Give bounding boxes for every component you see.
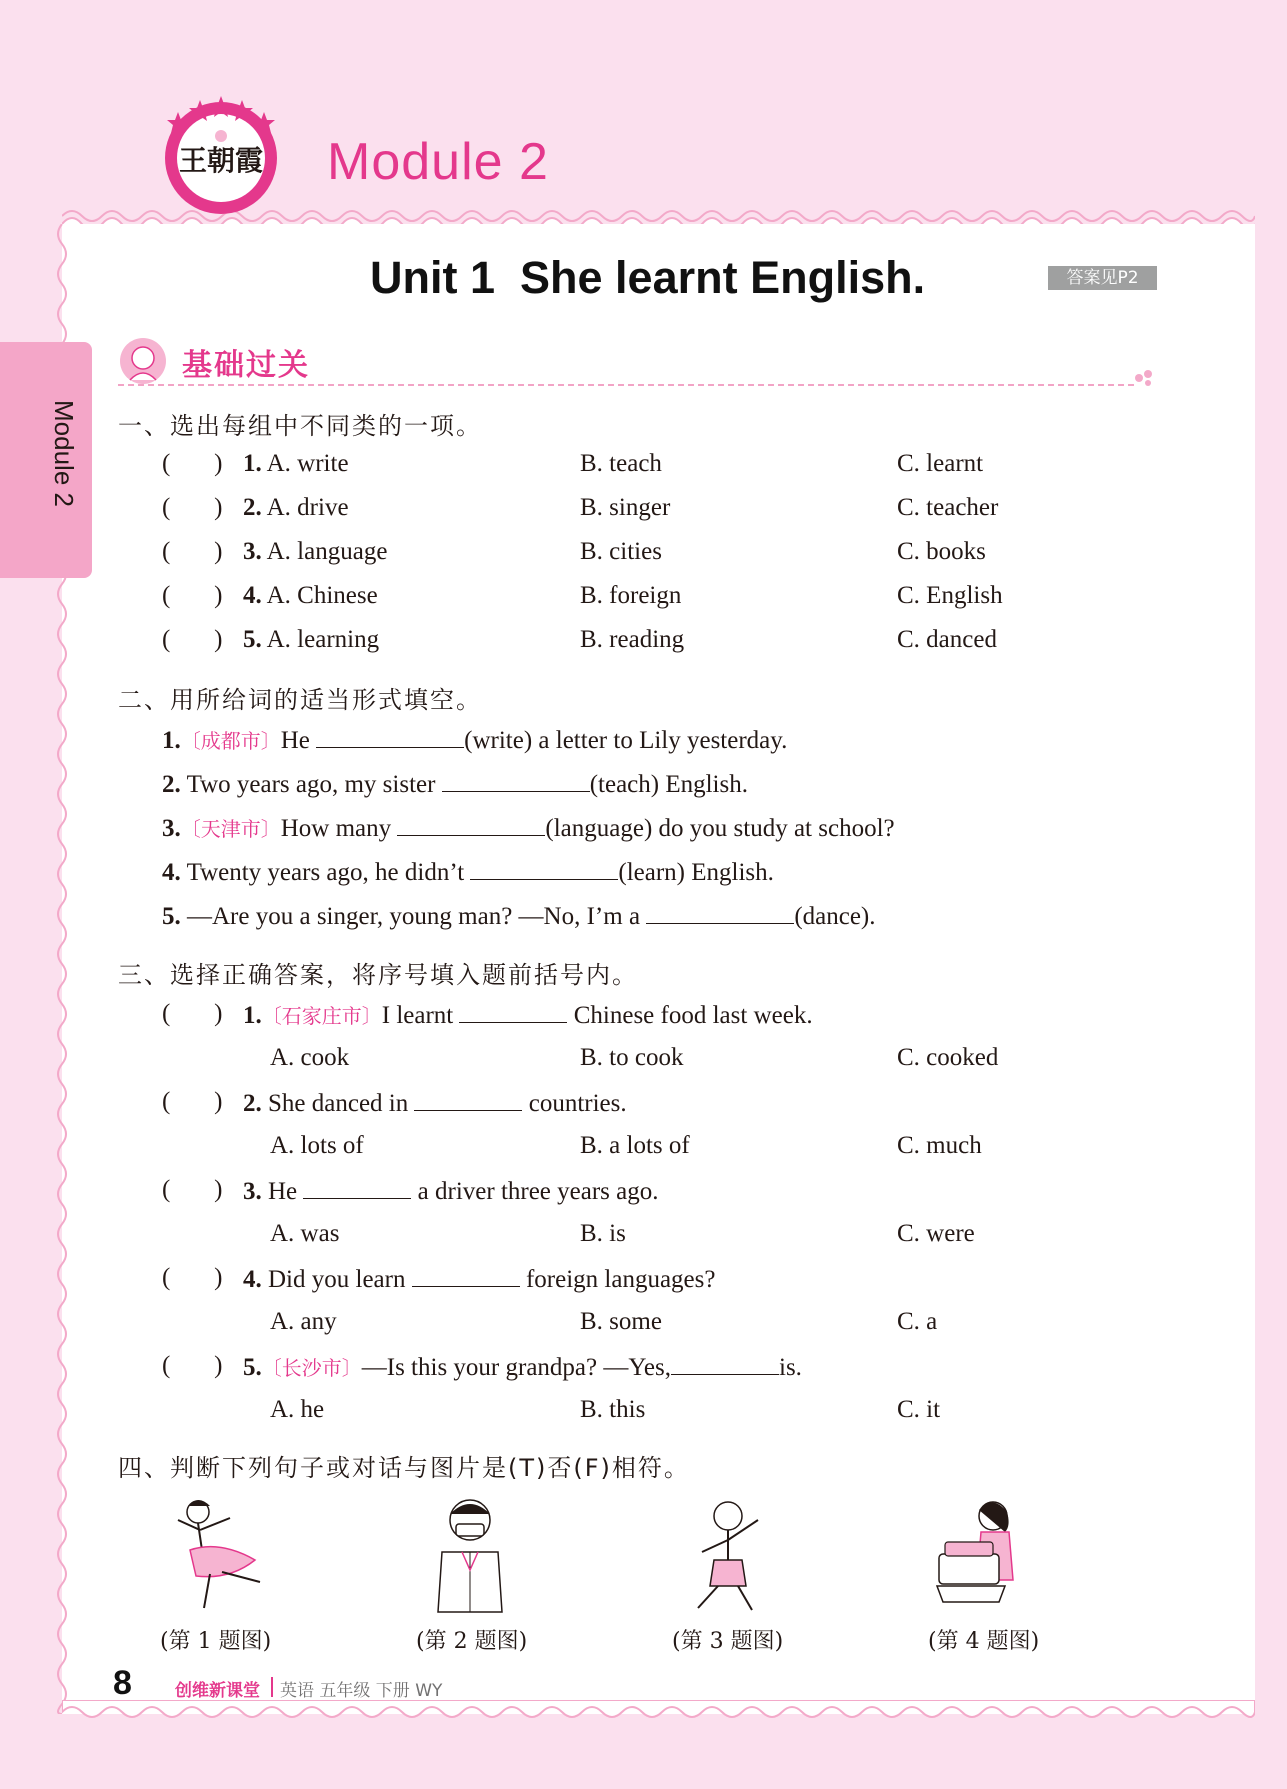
answer-bracket[interactable]: ( ) <box>162 626 223 653</box>
answer-blank[interactable] <box>303 1176 411 1199</box>
side-tab-label: Module 2 <box>49 400 79 507</box>
fill-item: 3.〔天津市〕How many (language) do you study at school? <box>162 815 895 842</box>
choice-question: 1.〔石家庄市〕I learnt Chinese food last week. <box>243 1002 813 1029</box>
option-a: A. cook <box>270 1044 350 1071</box>
part1-heading: 一、选出每组中不同类的一项。 <box>118 412 482 440</box>
answer-blank[interactable] <box>671 1352 779 1375</box>
cooking-illustration <box>925 1490 1045 1620</box>
bottom-wave-border <box>62 1700 1255 1730</box>
option-c: C. a <box>897 1308 938 1335</box>
module-title: Module 2 <box>327 133 549 191</box>
part2-heading: 二、用所给词的适当形式填空。 <box>118 686 482 714</box>
option-a: A. any <box>270 1308 337 1335</box>
svg-text:王朝霞: 王朝霞 <box>178 144 264 177</box>
unit-title: Unit 1 She learnt English. <box>370 252 926 303</box>
option-b: B. to cook <box>580 1044 684 1071</box>
option-c: C. much <box>897 1132 982 1159</box>
list-item: 3. A. language <box>243 538 388 565</box>
option-b: B. a lots of <box>580 1132 690 1159</box>
option-b: B. reading <box>580 626 685 653</box>
answer-bracket[interactable]: ( ) <box>162 450 223 477</box>
answer-bracket[interactable]: ( ) <box>162 582 223 609</box>
answer-bracket[interactable]: ( ) <box>162 1000 223 1027</box>
fill-item: 1.〔成都市〕He (write) a letter to Lily yesterday. <box>162 727 788 754</box>
option-c: C. teacher <box>897 494 999 521</box>
option-b: B. singer <box>580 494 671 521</box>
section-divider <box>118 384 1134 386</box>
list-item: 4. A. Chinese <box>243 582 378 609</box>
option-b: B. some <box>580 1308 662 1335</box>
option-b: B. teach <box>580 450 662 477</box>
fill-item: 4. Twenty years ago, he didn’t (learn) English. <box>162 859 774 886</box>
answer-blank[interactable] <box>412 1264 520 1287</box>
option-b: B. foreign <box>580 582 682 609</box>
option-c: C. were <box>897 1220 975 1247</box>
section-title: 基础过关 <box>182 348 310 383</box>
option-c: C. danced <box>897 626 997 653</box>
option-b: B. is <box>580 1220 626 1247</box>
option-b: B. this <box>580 1396 646 1423</box>
brand-logo <box>158 90 284 216</box>
child-illustration <box>670 1490 790 1620</box>
footer-info: 英语 五年级 下册 WY <box>280 1681 443 1701</box>
part4-heading: 四、判断下列句子或对话与图片是(T)否(F)相符。 <box>118 1454 690 1482</box>
page-number: 8 <box>113 1664 132 1702</box>
option-c: C. learnt <box>897 450 984 477</box>
figure-caption: (第 2 题图) <box>416 1629 528 1654</box>
option-c: C. it <box>897 1396 941 1423</box>
choice-question: 4. Did you learn foreign languages? <box>243 1266 716 1293</box>
answer-blank[interactable] <box>414 1088 522 1111</box>
answer-bracket[interactable]: ( ) <box>162 1352 223 1379</box>
answer-badge: 答案见P2 <box>1048 266 1157 290</box>
dancer-illustration <box>160 1490 280 1620</box>
footer-brand: 创维新课堂 <box>175 1681 260 1701</box>
footer-divider <box>271 1677 273 1697</box>
figure-caption: (第 3 题图) <box>672 1629 784 1654</box>
answer-blank[interactable] <box>459 1000 567 1023</box>
choice-question: 3. He a driver three years ago. <box>243 1178 659 1205</box>
answer-blank[interactable] <box>316 725 464 748</box>
figure-caption: (第 1 题图) <box>160 1629 272 1654</box>
decorative-dots <box>1134 368 1164 393</box>
answer-bracket[interactable]: ( ) <box>162 1176 223 1203</box>
figure-caption: (第 4 题图) <box>928 1629 1040 1654</box>
answer-bracket[interactable]: ( ) <box>162 1088 223 1115</box>
option-c: C. cooked <box>897 1044 999 1071</box>
part3-heading: 三、选择正确答案，将序号填入题前括号内。 <box>118 961 638 989</box>
fill-item: 2. Two years ago, my sister (teach) English. <box>162 771 748 798</box>
choice-question: 2. She danced in countries. <box>243 1090 627 1117</box>
list-item: 5. A. learning <box>243 626 380 653</box>
answer-blank[interactable] <box>442 769 590 792</box>
fill-item: 5. —Are you a singer, young man? —No, I’m a (dance). <box>162 903 876 930</box>
answer-blank[interactable] <box>470 857 618 880</box>
choice-question: 5.〔长沙市〕—Is this your grandpa? —Yes, is. <box>243 1354 802 1381</box>
doctor-illustration <box>410 1490 530 1620</box>
list-item: 1. A. write <box>243 450 349 477</box>
answer-bracket[interactable]: ( ) <box>162 494 223 521</box>
teacher-avatar-icon <box>118 336 168 386</box>
option-a: A. was <box>270 1220 340 1247</box>
option-c: C. English <box>897 582 1003 609</box>
answer-bracket[interactable]: ( ) <box>162 1264 223 1291</box>
answer-bracket[interactable]: ( ) <box>162 538 223 565</box>
option-c: C. books <box>897 538 986 565</box>
answer-blank[interactable] <box>397 813 545 836</box>
answer-blank[interactable] <box>646 901 794 924</box>
list-item: 2. A. drive <box>243 494 349 521</box>
option-a: A. lots of <box>270 1132 364 1159</box>
option-a: A. he <box>270 1396 325 1423</box>
option-b: B. cities <box>580 538 662 565</box>
